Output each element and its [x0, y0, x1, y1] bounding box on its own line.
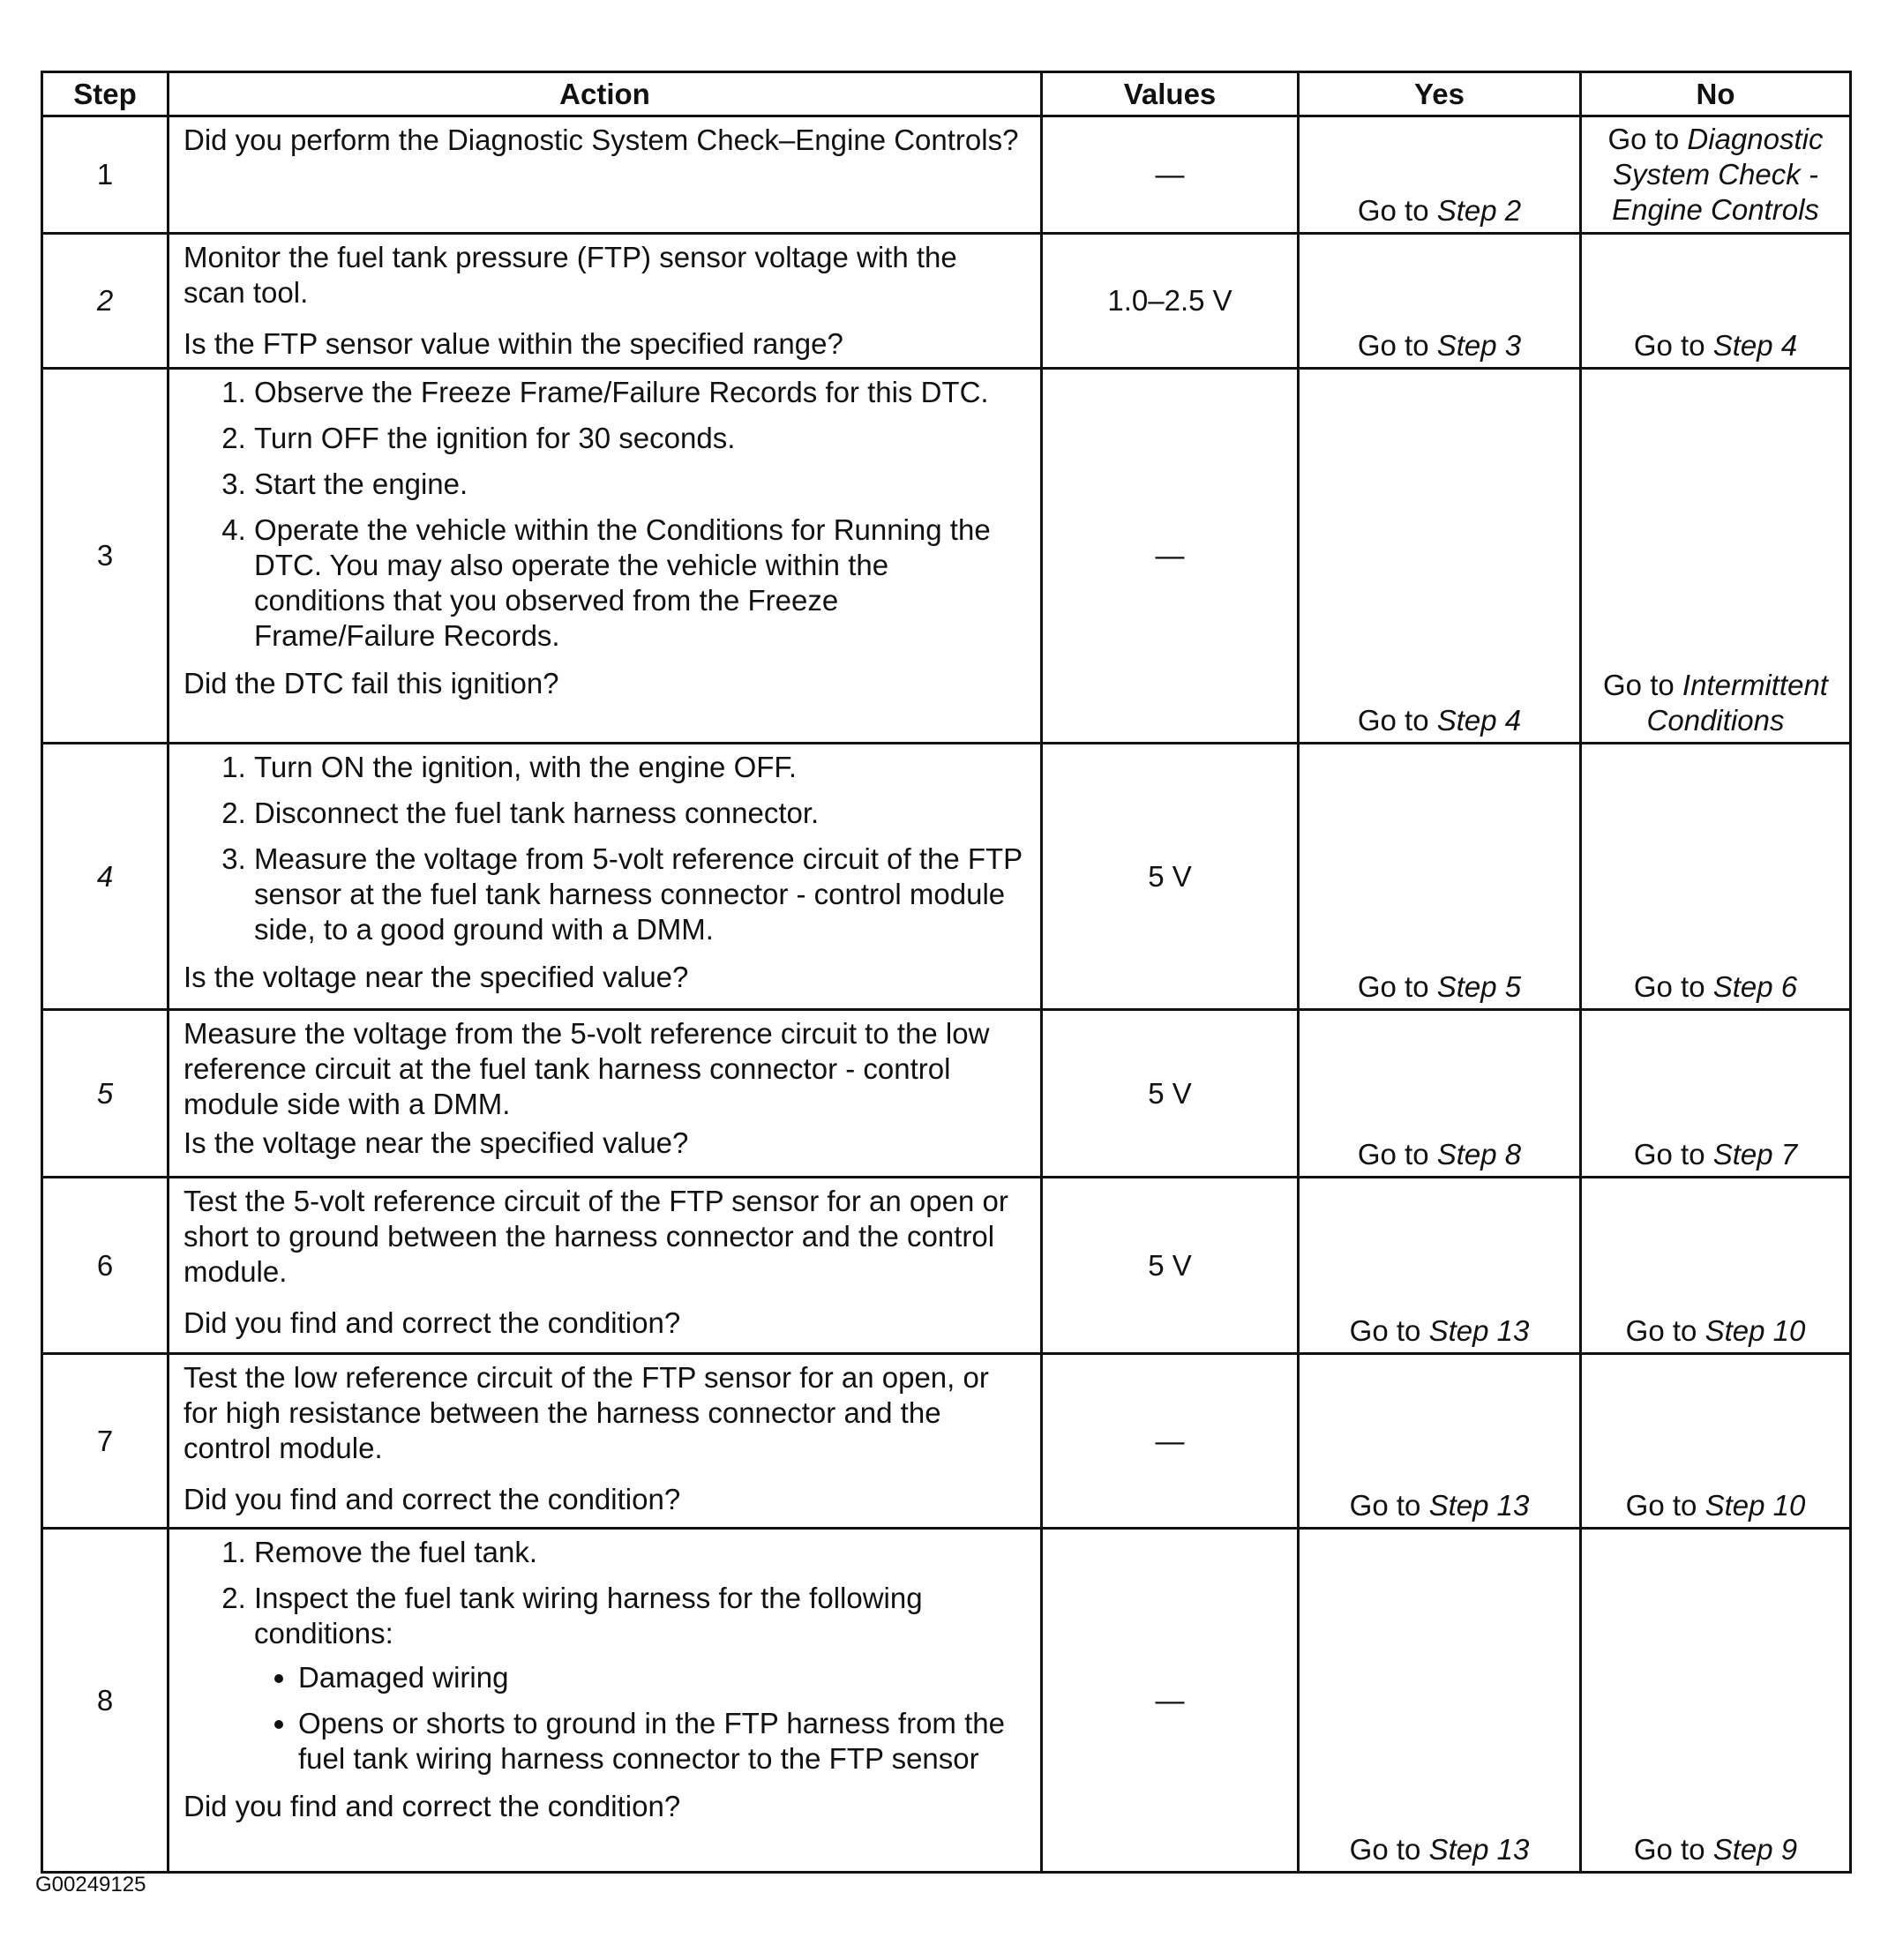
- yes-prefix: Go to: [1357, 329, 1437, 362]
- action-cell: [169, 1354, 1042, 1529]
- step-number: 6: [42, 1178, 169, 1354]
- step-number: 1: [42, 116, 169, 234]
- no-prefix: Go to: [1633, 1138, 1713, 1171]
- yes-prefix: Go to: [1357, 1138, 1437, 1171]
- yes-ref: Step 4: [1436, 704, 1522, 737]
- no-cell: [1581, 744, 1851, 1010]
- table-row: [42, 1354, 1851, 1529]
- header-values: Values: [1042, 72, 1299, 116]
- header-step: Step: [42, 72, 169, 116]
- table-row: [42, 234, 1851, 369]
- no-ref: Intermittent Conditions: [1646, 669, 1828, 737]
- action-step-item: [254, 1581, 1026, 1777]
- header-row: [42, 72, 1851, 116]
- yes-ref: Step 13: [1428, 1314, 1530, 1347]
- condition-bullet: • Damaged wiring: [298, 1660, 1026, 1695]
- yes-ref: Step 3: [1436, 329, 1522, 362]
- yes-cell: [1299, 1178, 1581, 1354]
- action-question: Did the DTC fail this ignition?: [184, 667, 559, 699]
- yes-prefix: Go to: [1357, 970, 1437, 1003]
- action-cell: [169, 1010, 1042, 1178]
- yes-ref: Step 8: [1436, 1138, 1522, 1171]
- table-row: [42, 116, 1851, 234]
- yes-prefix: Go to: [1357, 704, 1437, 737]
- no-ref: Step 10: [1704, 1489, 1806, 1522]
- no-prefix: Go to: [1633, 970, 1713, 1003]
- step-number: 5: [42, 1010, 169, 1178]
- yes-ref: Step 13: [1428, 1833, 1530, 1866]
- step-number: 8: [42, 1529, 169, 1873]
- values-cell: —: [1042, 369, 1299, 744]
- no-prefix: Go to: [1625, 1314, 1705, 1347]
- yes-prefix: Go to: [1357, 194, 1437, 227]
- action-step-item: 3. Start the engine.: [254, 467, 1026, 502]
- no-cell: [1581, 1529, 1851, 1873]
- values-cell: 5 V: [1042, 1010, 1299, 1178]
- no-prefix: Go to: [1603, 669, 1682, 701]
- table-row: [42, 1178, 1851, 1354]
- header-yes: Yes: [1299, 72, 1581, 116]
- action-step-item: 4. Operate the vehicle within the Conditions for Running the DTC. You may also operate the vehicle within the conditions that you observed from the Freeze Frame/Failure Records.: [254, 512, 1026, 654]
- action-question: Did you find and correct the condition?: [184, 1790, 681, 1822]
- table-row: [42, 744, 1851, 1010]
- no-ref: Step 6: [1712, 970, 1798, 1003]
- values-cell: —: [1042, 116, 1299, 234]
- yes-cell: [1299, 744, 1581, 1010]
- yes-cell: [1299, 1010, 1581, 1178]
- values-cell: 5 V: [1042, 744, 1299, 1010]
- condition-bullets: [254, 1660, 1026, 1777]
- yes-ref: Step 13: [1428, 1489, 1530, 1522]
- yes-cell: [1299, 116, 1581, 234]
- yes-ref: Step 5: [1436, 970, 1522, 1003]
- step-number: 2: [42, 234, 169, 369]
- action-question: Did you find and correct the condition?: [184, 1306, 681, 1339]
- action-step-item: 1. Observe the Freeze Frame/Failure Records for this DTC.: [254, 375, 1026, 410]
- no-cell: [1581, 1354, 1851, 1529]
- no-prefix: Go to: [1625, 1489, 1705, 1522]
- action-step-text: Inspect the fuel tank wiring harness for the following conditions:: [254, 1582, 923, 1650]
- values-cell: 5 V: [1042, 1178, 1299, 1354]
- figure-id: G00249125: [35, 1873, 146, 1896]
- no-ref: Step 4: [1712, 329, 1798, 362]
- action-steps: [184, 375, 1026, 654]
- yes-cell: [1299, 234, 1581, 369]
- no-prefix: Go to: [1633, 1833, 1713, 1866]
- action-step-item: 1. Remove the fuel tank.: [254, 1535, 1026, 1570]
- no-prefix: Go to: [1633, 329, 1713, 362]
- values-cell: —: [1042, 1529, 1299, 1873]
- action-steps: [184, 1535, 1026, 1777]
- no-prefix: Go to: [1607, 123, 1688, 155]
- header-no: No: [1581, 72, 1851, 116]
- table-row: [42, 1529, 1851, 1873]
- no-cell: [1581, 1010, 1851, 1178]
- yes-cell: [1299, 1529, 1581, 1873]
- header-action: Action: [169, 72, 1042, 116]
- action-question: Did you find and correct the condition?: [184, 1483, 681, 1515]
- action-cell: [169, 116, 1042, 234]
- step-number: 7: [42, 1354, 169, 1529]
- condition-bullet: • Opens or shorts to ground in the FTP harness from the fuel tank wiring harness connector to the FTP sensor: [298, 1706, 1026, 1777]
- step-number: 3: [42, 369, 169, 744]
- yes-prefix: Go to: [1349, 1489, 1429, 1522]
- action-step-item: 3. Measure the voltage from 5-volt reference circuit of the FTP sensor at the fuel tank harness connector - control module side, to a good ground with a DMM.: [254, 842, 1026, 947]
- action-steps: [184, 750, 1026, 947]
- values-cell: —: [1042, 1354, 1299, 1529]
- action-cell: [169, 1529, 1042, 1873]
- no-cell: [1581, 1178, 1851, 1354]
- action-question: Is the voltage near the specified value?: [184, 961, 689, 993]
- action-cell: [169, 369, 1042, 744]
- action-paragraph: Monitor the fuel tank pressure (FTP) sensor voltage with the scan tool.: [184, 241, 957, 309]
- yes-cell: [1299, 369, 1581, 744]
- step-number: 4: [42, 744, 169, 1010]
- values-cell: 1.0–2.5 V: [1042, 234, 1299, 369]
- table-row: [42, 369, 1851, 744]
- action-paragraph: Test the 5-volt reference circuit of the FTP sensor for an open or short to ground between the harness connector and the control module.: [184, 1185, 1008, 1288]
- no-cell: [1581, 234, 1851, 369]
- action-paragraph: Test the low reference circuit of the FTP sensor for an open, or for high resistance between the harness connector and the control module.: [184, 1361, 989, 1464]
- action-paragraph: Measure the voltage from the 5-volt reference circuit to the low reference circuit at the fuel tank harness connector - control module side with a DMM.: [184, 1017, 990, 1120]
- action-cell: [169, 1178, 1042, 1354]
- no-cell: [1581, 116, 1851, 234]
- action-step-item: 2. Turn OFF the ignition for 30 seconds.: [254, 421, 1026, 456]
- action-step-item: 1. Turn ON the ignition, with the engine OFF.: [254, 750, 1026, 785]
- diagnostic-table: [41, 71, 1852, 1874]
- action-question: Is the voltage near the specified value?: [184, 1126, 689, 1159]
- no-ref: Diagnostic System Check - Engine Controls: [1612, 123, 1824, 226]
- action-paragraph: Did you perform the Diagnostic System Check–Engine Controls?: [184, 123, 1019, 156]
- yes-cell: [1299, 1354, 1581, 1529]
- yes-prefix: Go to: [1349, 1314, 1429, 1347]
- table-row: [42, 1010, 1851, 1178]
- yes-prefix: Go to: [1349, 1833, 1429, 1866]
- action-cell: [169, 234, 1042, 369]
- no-ref: Step 9: [1712, 1833, 1798, 1866]
- action-step-item: 2. Disconnect the fuel tank harness connector.: [254, 796, 1026, 831]
- no-ref: Step 10: [1704, 1314, 1806, 1347]
- no-ref: Step 7: [1712, 1138, 1798, 1171]
- yes-ref: Step 2: [1436, 194, 1522, 227]
- no-cell: [1581, 369, 1851, 744]
- action-question: Is the FTP sensor value within the specified range?: [184, 327, 843, 360]
- action-cell: [169, 744, 1042, 1010]
